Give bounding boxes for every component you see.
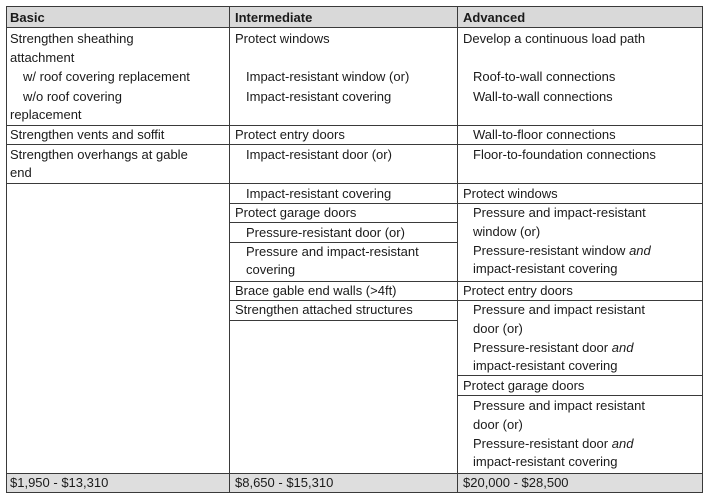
adv-protect-windows: Protect windows	[463, 186, 558, 201]
adv-pi-window-line2: window (or)	[473, 224, 541, 239]
adv-roof-wall: Roof-to-wall connections	[473, 69, 616, 84]
basic-overhangs-line2: end	[10, 165, 32, 180]
adv-protect-entry: Protect entry doors	[463, 283, 573, 298]
border-bottom	[6, 492, 703, 493]
int-impact-covering-2: Impact-resistant covering	[246, 186, 392, 201]
header-intermediate: Intermediate	[235, 10, 313, 25]
border-left	[6, 6, 7, 493]
int-pressure-door: Pressure-resistant door (or)	[246, 225, 405, 240]
adv-pi-entry-line1: Pressure and impact resistant	[473, 302, 645, 317]
int-protect-windows: Protect windows	[235, 31, 330, 46]
adv-pi-garage-line2: door (or)	[473, 417, 523, 432]
int-impact-door: Impact-resistant door (or)	[246, 147, 392, 162]
int-impact-window: Impact-resistant window (or)	[246, 69, 410, 84]
basic-overhangs-line1: Strengthen overhangs at gable	[10, 147, 188, 162]
adv-floor-foundation: Floor-to-foundation connections	[473, 147, 656, 162]
border-right	[702, 6, 703, 493]
header-row-background	[6, 6, 703, 27]
basic-without-roof-line2: replacement	[10, 107, 82, 122]
adv-pr-entry-line1: Pressure-resistant door and	[473, 340, 634, 355]
row-line	[6, 183, 703, 184]
basic-without-roof-line1: w/o roof covering	[23, 89, 122, 104]
adv-load-path: Develop a continuous load path	[463, 31, 646, 46]
adv-pr-window-line1: Pressure-resistant window and	[473, 243, 651, 258]
adv-pi-entry-line2: door (or)	[473, 321, 523, 336]
basic-with-roof: w/ roof covering replacement	[23, 69, 190, 84]
column-divider-2	[457, 6, 458, 493]
basic-sheathing-line2: attachment	[10, 50, 75, 65]
adv-pi-window-line1: Pressure and impact-resistant	[473, 205, 646, 220]
column-divider-1	[229, 6, 230, 493]
adv-pr-window-line2: impact-resistant covering	[473, 261, 618, 276]
int-impact-covering: Impact-resistant covering	[246, 89, 392, 104]
header-basic: Basic	[10, 10, 45, 25]
cost-row-background	[6, 473, 703, 493]
int-protect-garage: Protect garage doors	[235, 205, 357, 220]
adv-pi-garage-line1: Pressure and impact resistant	[473, 398, 645, 413]
adv-pr-garage-line1: Pressure-resistant door and	[473, 436, 634, 451]
cost-advanced: $20,000 - $28,500	[463, 475, 569, 490]
int-brace-gable: Brace gable end walls (>4ft)	[235, 283, 397, 298]
row-line	[6, 473, 703, 474]
basic-vents: Strengthen vents and soffit	[10, 127, 165, 142]
header-advanced: Advanced	[463, 10, 526, 25]
adv-wall-floor: Wall-to-floor connections	[473, 127, 616, 142]
int-protect-entry: Protect entry doors	[235, 127, 345, 142]
cost-intermediate: $8,650 - $15,310	[235, 475, 334, 490]
int-pressure-impact-line2: covering	[246, 262, 296, 277]
adv-protect-garage: Protect garage doors	[463, 378, 585, 393]
adv-pr-entry-line2: impact-resistant covering	[473, 358, 618, 373]
adv-pr-garage-line2: impact-resistant covering	[473, 454, 618, 469]
int-attached-structures: Strengthen attached structures	[235, 302, 413, 317]
border-top	[6, 6, 703, 7]
adv-wall-wall: Wall-to-wall connections	[473, 89, 613, 104]
basic-sheathing-line1: Strengthen sheathing	[10, 31, 134, 46]
retrofit-options-table	[6, 6, 703, 493]
int-pressure-impact-line1: Pressure and impact-resistant	[246, 244, 419, 259]
row-line	[6, 27, 703, 28]
cost-basic: $1,950 - $13,310	[10, 475, 109, 490]
row-line	[230, 320, 457, 321]
